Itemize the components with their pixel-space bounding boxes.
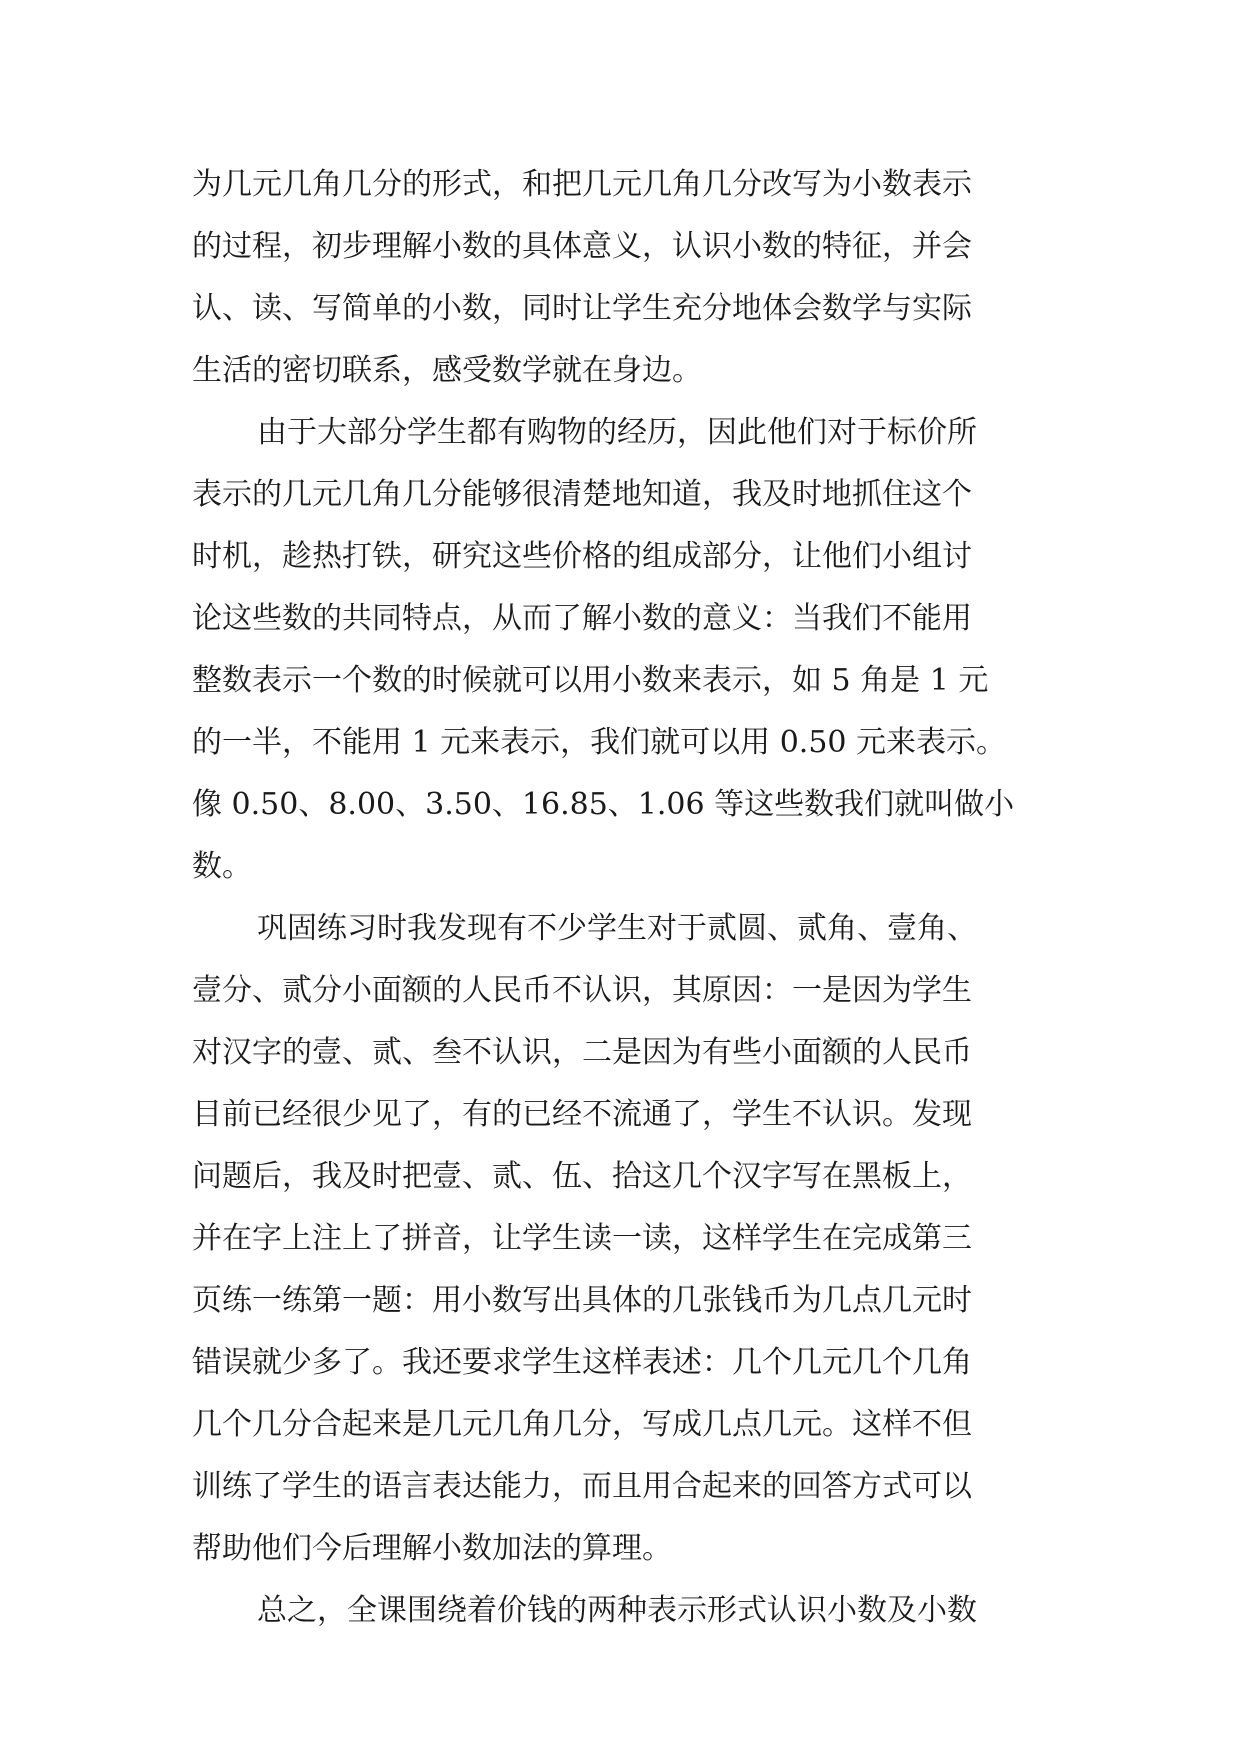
text-line: 的一半，不能用 1 元来表示，我们就可以用 0.50 元来表示。 bbox=[192, 725, 1007, 760]
text-line: 壹分、贰分小面额的人民币不认识，其原因：一是因为学生 bbox=[192, 973, 972, 1008]
text-line: 整数表示一个数的时候就可以用小数来表示，如 5 角是 1 元 bbox=[192, 663, 989, 698]
text-line: 并在字上注上了拼音，让学生读一读，这样学生在完成第三 bbox=[192, 1221, 972, 1256]
text-line: 认、读、写简单的小数，同时让学生充分地体会数学与实际 bbox=[192, 291, 972, 326]
text-line: 页练一练第一题：用小数写出具体的几张钱币为几点几元时 bbox=[192, 1283, 972, 1318]
text-line: 几个几分合起来是几元几角几分，写成几点几元。这样不但 bbox=[192, 1407, 972, 1442]
text-line: 表示的几元几角几分能够很清楚地知道，我及时地抓住这个 bbox=[192, 477, 972, 512]
text-line: 目前已经很少见了，有的已经不流通了，学生不认识。发现 bbox=[192, 1097, 972, 1132]
text-line: 数。 bbox=[192, 849, 252, 884]
text-line: 对汉字的壹、贰、叁不认识，二是因为有些小面额的人民币 bbox=[192, 1035, 972, 1070]
text-line: 生活的密切联系，感受数学就在身边。 bbox=[192, 353, 702, 388]
text-line: 帮助他们今后理解小数加法的算理。 bbox=[192, 1531, 672, 1566]
paragraph-start-line: 总之，全课围绕着价钱的两种表示形式认识小数及小数 bbox=[257, 1593, 977, 1628]
text-line: 时机，趁热打铁，研究这些价格的组成部分，让他们小组讨 bbox=[192, 539, 972, 574]
paragraph-start-line: 巩固练习时我发现有不少学生对于贰圆、贰角、壹角、 bbox=[257, 911, 977, 946]
text-line: 的过程，初步理解小数的具体意义，认识小数的特征，并会 bbox=[192, 229, 972, 264]
text-line: 论这些数的共同特点，从而了解小数的意义：当我们不能用 bbox=[192, 601, 972, 636]
text-line: 问题后，我及时把壹、贰、伍、拾这几个汉字写在黑板上， bbox=[192, 1159, 972, 1194]
text-line: 像 0.50、8.00、3.50、16.85、1.06 等这些数我们就叫做小 bbox=[192, 787, 1015, 822]
paragraph-start-line: 由于大部分学生都有购物的经历，因此他们对于标价所 bbox=[257, 415, 977, 450]
text-line: 错误就少多了。我还要求学生这样表述：几个几元几个几角 bbox=[192, 1345, 972, 1380]
text-line: 为几元几角几分的形式，和把几元几角几分改写为小数表示 bbox=[192, 167, 972, 202]
text-line: 训练了学生的语言表达能力，而且用合起来的回答方式可以 bbox=[192, 1469, 972, 1504]
body-text bbox=[192, 154, 1072, 1642]
